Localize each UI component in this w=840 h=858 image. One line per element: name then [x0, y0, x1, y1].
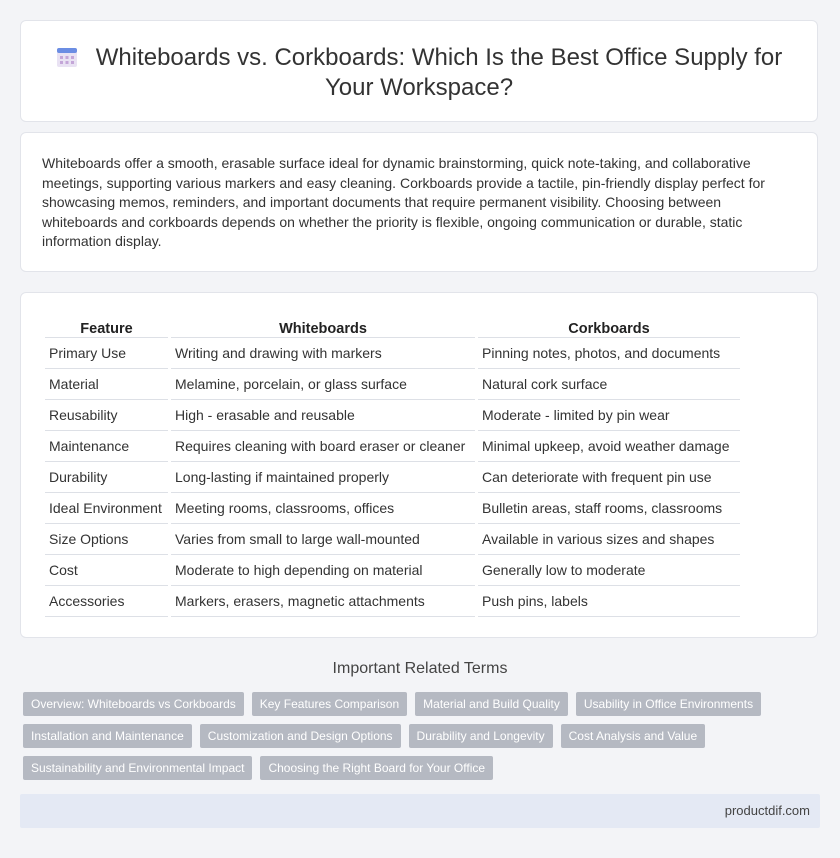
table-row — [45, 462, 740, 493]
cell-feature: Ideal Environment — [45, 493, 168, 524]
cell-whiteboards: Markers, erasers, magnetic attachments — [171, 586, 475, 617]
calendar-grid-icon — [56, 46, 78, 68]
cell-whiteboards: Writing and drawing with markers — [171, 338, 475, 369]
cell-feature: Reusability — [45, 400, 168, 431]
header-corkboards: Corkboards — [478, 315, 740, 338]
cell-corkboards: Available in various sizes and shapes — [478, 524, 740, 555]
cell-whiteboards: Requires cleaning with board eraser or cleaner — [171, 431, 475, 462]
footer-bar — [20, 794, 820, 828]
cell-whiteboards: Meeting rooms, classrooms, offices — [171, 493, 475, 524]
related-term-tag[interactable]: Cost Analysis and Value — [561, 724, 706, 748]
header-feature: Feature — [45, 315, 168, 338]
table-row — [45, 431, 740, 462]
cell-feature: Durability — [45, 462, 168, 493]
comparison-card — [20, 292, 818, 638]
title-card — [20, 20, 818, 122]
cell-corkboards: Minimal upkeep, avoid weather damage — [478, 431, 740, 462]
cell-corkboards: Bulletin areas, staff rooms, classrooms — [478, 493, 740, 524]
cell-feature: Size Options — [45, 524, 168, 555]
related-terms-heading: Important Related Terms — [332, 660, 508, 677]
related-term-tag[interactable]: Usability in Office Environments — [576, 692, 761, 716]
table-row — [45, 586, 740, 617]
cell-feature: Accessories — [45, 586, 168, 617]
table-row — [45, 555, 740, 586]
table-row — [45, 338, 740, 369]
table-row — [45, 524, 740, 555]
cell-whiteboards: Long-lasting if maintained properly — [171, 462, 475, 493]
cell-corkboards: Push pins, labels — [478, 586, 740, 617]
cell-feature: Material — [45, 369, 168, 400]
related-term-tag[interactable]: Installation and Maintenance — [23, 724, 192, 748]
related-term-tag[interactable]: Material and Build Quality — [415, 692, 568, 716]
header-whiteboards: Whiteboards — [171, 315, 475, 338]
cell-corkboards: Can deteriorate with frequent pin use — [478, 462, 740, 493]
table-header-row — [45, 315, 740, 338]
cell-feature: Maintenance — [45, 431, 168, 462]
summary-text: Whiteboards offer a smooth, erasable surface ideal for dynamic brainstorming, quick note-taking, and collaborative meetings, supporting various markers and easy cleaning. Corkboards provide a tactile, pin-friendly display perfect for showcasing memos, reminders, and important documents that require permanent visibility. Choosing between whiteboards and corkboards depends on whether the priority is flexible, ongoing communication or durable, static information display. — [42, 155, 765, 250]
cell-whiteboards: High - erasable and reusable — [171, 400, 475, 431]
cell-corkboards: Pinning notes, photos, and documents — [478, 338, 740, 369]
cell-whiteboards: Melamine, porcelain, or glass surface — [171, 369, 475, 400]
related-terms-list — [23, 692, 763, 780]
related-term-tag[interactable]: Key Features Comparison — [252, 692, 407, 716]
related-term-tag[interactable]: Sustainability and Environmental Impact — [23, 756, 252, 780]
cell-feature: Primary Use — [45, 338, 168, 369]
related-term-tag[interactable]: Choosing the Right Board for Your Office — [260, 756, 493, 780]
related-term-tag[interactable]: Overview: Whiteboards vs Corkboards — [23, 692, 244, 716]
related-term-tag[interactable]: Customization and Design Options — [200, 724, 401, 748]
cell-corkboards: Natural cork surface — [478, 369, 740, 400]
cell-corkboards: Generally low to moderate — [478, 555, 740, 586]
cell-corkboards: Moderate - limited by pin wear — [478, 400, 740, 431]
table-row — [45, 400, 740, 431]
page-title-wrap — [21, 43, 817, 103]
cell-whiteboards: Moderate to high depending on material — [171, 555, 475, 586]
table-row — [45, 369, 740, 400]
table-row — [45, 493, 740, 524]
summary-card — [20, 132, 818, 272]
page-title: Whiteboards vs. Corkboards: Which Is the Best Office Supply for Your Workspace? — [95, 44, 783, 101]
cell-feature: Cost — [45, 555, 168, 586]
footer-site-name: productdif.com — [724, 803, 810, 818]
related-term-tag[interactable]: Durability and Longevity — [409, 724, 553, 748]
cell-whiteboards: Varies from small to large wall-mounted — [171, 524, 475, 555]
comparison-table — [42, 315, 743, 617]
